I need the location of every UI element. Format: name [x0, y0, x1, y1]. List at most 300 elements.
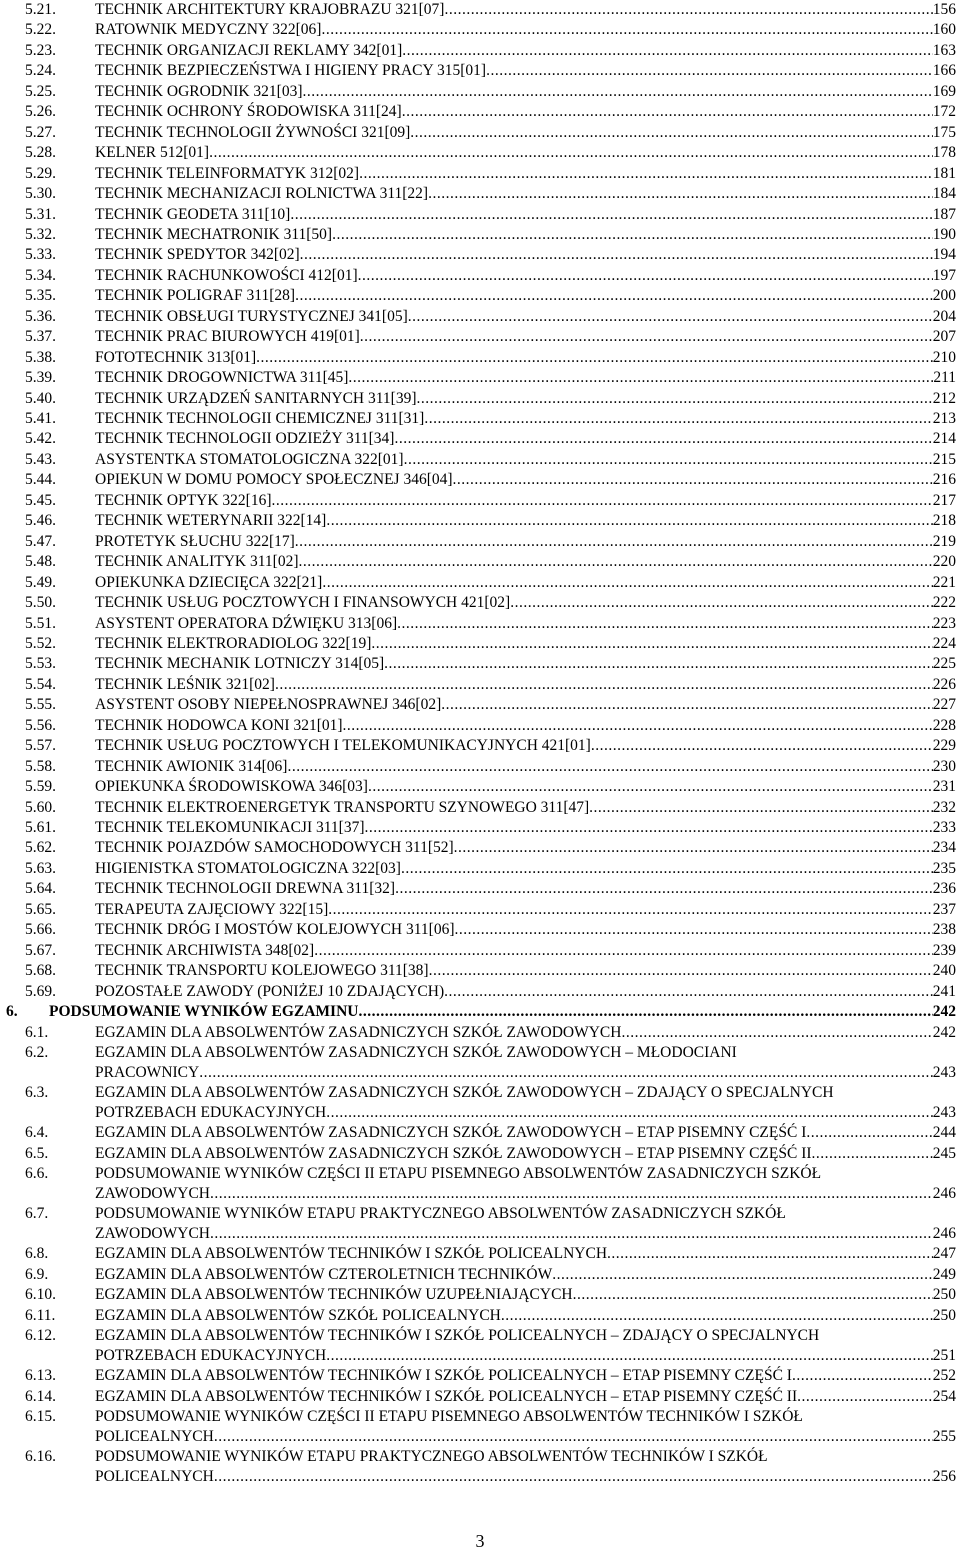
toc-entry-title-line: EGZAMIN DLA ABSOLWENTÓW TECHNIKÓW I SZKÓŁ POLICEALNYCH – ZDAJĄCY O SPECJALNYCH — [95, 1327, 820, 1345]
dot-leader — [359, 164, 933, 184]
toc-entry-page: 229 — [932, 737, 956, 755]
toc-entry[interactable] — [0, 1407, 960, 1447]
toc-entry[interactable] — [0, 143, 960, 163]
toc-entry[interactable] — [0, 675, 960, 695]
toc-entry-page: 160 — [932, 21, 956, 39]
toc-entry-title: TECHNIK MECHATRONIK 311[50] — [95, 225, 333, 243]
toc-entry-page: 228 — [932, 716, 956, 734]
toc-entry[interactable] — [0, 573, 960, 593]
toc-entry-title-line: PODSUMOWANIE WYNIKÓW ETAPU PRAKTYCZNEGO ABSOLWENTÓW TECHNIKÓW I SZKÓŁ — [95, 1448, 768, 1466]
toc-entry-title: TECHNIK POLIGRAF 311[28] — [95, 287, 296, 305]
toc-entry[interactable] — [0, 123, 960, 143]
toc-entry-page: 223 — [932, 614, 956, 632]
toc-entry-page: 218 — [932, 512, 956, 530]
toc-entry-number: 5.21. — [25, 1, 56, 18]
toc-entry[interactable] — [0, 266, 960, 286]
toc-entry-number: 5.43. — [25, 450, 56, 468]
dot-leader — [397, 614, 933, 634]
toc-entry-title: RATOWNIK MEDYCZNY 322[06] — [95, 21, 322, 39]
dot-leader — [303, 82, 933, 102]
toc-entry-title: TECHNIK ARCHITEKTURY KRAJOBRAZU 321[07] — [95, 1, 445, 18]
toc-entry-page: 156 — [932, 1, 956, 18]
toc-entry[interactable] — [0, 532, 960, 552]
toc-entry[interactable] — [0, 961, 960, 981]
toc-entry[interactable] — [0, 818, 960, 838]
toc-entry[interactable] — [0, 470, 960, 490]
toc-entry-number: 5.68. — [25, 962, 56, 980]
toc-entry-title: TECHNIK POJAZDÓW SAMOCHODOWYCH 311[52] — [95, 839, 454, 857]
toc-entry-number: 6.16. — [25, 1448, 56, 1466]
toc-entry[interactable] — [0, 164, 960, 184]
toc-entry-page: 252 — [932, 1367, 956, 1385]
toc-entry-page: 219 — [932, 532, 956, 550]
toc-entry-page: 227 — [932, 696, 956, 714]
toc-entry-title: TECHNIK WETERYNARII 322[14] — [95, 512, 327, 530]
dot-leader — [210, 1184, 933, 1204]
toc-entry-number: 5.23. — [25, 41, 56, 59]
toc-entry-title: TECHNIK DROGOWNICTWA 311[45] — [95, 369, 349, 387]
toc-entry-number: 6.15. — [25, 1408, 56, 1426]
toc-entry[interactable] — [0, 982, 960, 1002]
toc-entry-number: 6.11. — [25, 1306, 56, 1324]
toc-entry-number: 5.36. — [25, 307, 56, 325]
toc-entry-page: 207 — [932, 328, 956, 346]
toc-entry[interactable] — [0, 879, 960, 899]
toc-entry-title: EGZAMIN DLA ABSOLWENTÓW ZASADNICZYCH SZKÓŁ ZAWODOWYCH – ETAP PISEMNY CZĘŚĆ I — [95, 1124, 807, 1142]
toc-entry-number: 5.48. — [25, 553, 56, 571]
toc-entry-title: TECHNIK PRAC BIUROWYCH 419[01] — [95, 328, 360, 346]
toc-entry-page: 194 — [932, 246, 956, 264]
toc-entry-page: 224 — [932, 634, 956, 652]
toc-entry-number: 5.29. — [25, 164, 56, 182]
dot-leader — [199, 1063, 933, 1083]
toc-entry-page: 255 — [932, 1428, 956, 1446]
toc-entry-title: TERAPEUTA ZAJĘCIOWY 322[15] — [95, 900, 329, 918]
toc-entry-page: 215 — [932, 450, 956, 468]
toc-entry-number: 5.32. — [25, 225, 56, 243]
toc-entry[interactable] — [0, 695, 960, 715]
toc-entry-title: TECHNIK ANALITYK 311[02] — [95, 553, 299, 571]
toc-entry-number: 5.40. — [25, 389, 56, 407]
dot-leader — [332, 225, 933, 245]
dot-leader — [417, 389, 933, 409]
dot-leader — [410, 123, 932, 143]
toc-entry-page: 200 — [932, 287, 956, 305]
toc-entry-title: OPIEKUNKA DZIECIĘCA 322[21] — [95, 573, 323, 591]
dot-leader — [589, 798, 933, 818]
dot-leader — [343, 716, 933, 736]
toc-entry[interactable] — [0, 1387, 960, 1407]
toc-entry-page: 197 — [932, 266, 956, 284]
toc-entry-title: TECHNIK ELEKTROENERGETYK TRANSPORTU SZYNOWEGO 311[47] — [95, 798, 590, 816]
toc-entry[interactable] — [0, 450, 960, 470]
toc-entry-page: 210 — [932, 348, 956, 366]
toc-entry-number: 5.35. — [25, 287, 56, 305]
toc-entry-number: 5.59. — [25, 778, 56, 796]
toc-entry-number: 6. — [6, 1003, 18, 1021]
toc-entry-page: 175 — [932, 123, 956, 141]
toc-entry-number: 5.67. — [25, 941, 56, 959]
toc-entry-page: 236 — [932, 880, 956, 898]
toc-entry[interactable] — [0, 1366, 960, 1386]
toc-entry-title: TECHNIK SPEDYTOR 342[02] — [95, 246, 300, 264]
toc-entry[interactable] — [0, 491, 960, 511]
toc-entry-number: 6.12. — [25, 1327, 56, 1345]
toc-entry-number: 5.28. — [25, 144, 56, 162]
toc-entry-number: 5.39. — [25, 369, 56, 387]
toc-entry-page: 181 — [932, 164, 956, 182]
toc-entry[interactable] — [0, 900, 960, 920]
toc-entry[interactable] — [0, 1144, 960, 1164]
toc-entry[interactable] — [0, 941, 960, 961]
toc-entry-page: 178 — [932, 144, 956, 162]
dot-leader — [428, 184, 933, 204]
dot-leader — [300, 245, 933, 265]
toc-entry[interactable] — [0, 511, 960, 531]
toc-entry-number: 5.57. — [25, 737, 56, 755]
toc-entry[interactable] — [0, 654, 960, 674]
dot-leader — [256, 348, 933, 368]
toc-entry-page: 245 — [932, 1144, 956, 1162]
toc-entry-page: 250 — [932, 1306, 956, 1324]
toc-entry[interactable] — [0, 736, 960, 756]
toc-entry-title: EGZAMIN DLA ABSOLWENTÓW CZTEROLETNICH TECHNIKÓW — [95, 1265, 553, 1283]
toc-entry[interactable] — [0, 1204, 960, 1244]
toc-entry[interactable] — [0, 409, 960, 429]
toc-entry-title: TECHNIK TECHNOLOGII ODZIEŻY 311[34] — [95, 430, 395, 448]
dot-leader — [424, 409, 932, 429]
dot-leader — [454, 920, 932, 940]
toc-entry-page: 213 — [932, 410, 956, 427]
toc-entry-title: TECHNIK OPTYK 322[16] — [95, 491, 272, 509]
toc-entry-page: 240 — [932, 962, 956, 980]
toc-entry-number: 5.30. — [25, 185, 56, 203]
toc-entry-number: 5.45. — [25, 491, 56, 509]
dot-leader — [358, 266, 933, 286]
toc-entry-title: TECHNIK RACHUNKOWOŚCI 412[01] — [95, 266, 358, 284]
toc-entry-number: 5.54. — [25, 675, 56, 693]
toc-entry[interactable] — [0, 61, 960, 81]
dot-leader — [402, 41, 933, 61]
toc-entry[interactable] — [0, 1164, 960, 1204]
toc-entry-page: 231 — [932, 778, 956, 796]
toc-entry-page: 251 — [932, 1347, 956, 1365]
toc-entry-page: 212 — [932, 389, 956, 407]
toc-entry[interactable] — [0, 757, 960, 777]
toc-entry-number: 5.69. — [25, 982, 56, 1000]
toc-entry-number: 5.58. — [25, 757, 56, 775]
toc-entry-number: 6.5. — [25, 1144, 49, 1162]
toc-entry-page: 235 — [932, 859, 956, 877]
toc-entry-number: 5.49. — [25, 573, 56, 591]
toc-entry-page: 241 — [932, 982, 956, 1000]
dot-leader — [360, 327, 933, 347]
dot-leader — [812, 1144, 933, 1164]
toc-chapter-entry[interactable] — [0, 1002, 960, 1022]
toc-entry-page: 204 — [932, 307, 956, 325]
toc-entry-number: 6.13. — [25, 1367, 56, 1385]
dot-leader — [295, 532, 933, 552]
toc-entry-page: 234 — [932, 839, 956, 857]
dot-leader — [395, 879, 933, 899]
toc-entry-title: TECHNIK MECHANIK LOTNICZY 314[05] — [95, 655, 385, 673]
toc-entry-title: TECHNIK USŁUG POCZTOWYCH I TELEKOMUNIKACYJNYCH 421[01] — [95, 737, 591, 755]
toc-entry-number: 5.51. — [25, 614, 56, 632]
toc-entry-page: 225 — [932, 655, 956, 673]
toc-entry[interactable] — [0, 348, 960, 368]
dot-leader — [402, 102, 933, 122]
toc-entry-number: 6.10. — [25, 1286, 56, 1304]
toc-entry-title: TECHNIK OBSŁUGI TURYSTYCZNEJ 341[05] — [95, 307, 408, 325]
toc-entry-page: 237 — [932, 900, 956, 918]
dot-leader — [368, 777, 933, 797]
toc-entry-title: TECHNIK TECHNOLOGII CHEMICZNEJ 311[31] — [95, 410, 425, 427]
toc-entry-title: EGZAMIN DLA ABSOLWENTÓW ZASADNICZYCH SZKÓŁ ZAWODOWYCH – ETAP PISEMNY CZĘŚĆ II — [95, 1144, 812, 1162]
toc-entry[interactable] — [0, 920, 960, 940]
toc-entry-title: TECHNIK OCHRONY ŚRODOWISKA 311[24] — [95, 103, 402, 121]
toc-entry[interactable] — [0, 102, 960, 122]
toc-entry[interactable] — [0, 716, 960, 736]
dot-leader — [429, 961, 933, 981]
toc-entry-number: 5.64. — [25, 880, 56, 898]
toc-entry-title-line: EGZAMIN DLA ABSOLWENTÓW ZASADNICZYCH SZKÓŁ ZAWODOWYCH – MŁODOCIANI — [95, 1044, 737, 1062]
toc-entry-number: 6.7. — [25, 1205, 49, 1223]
toc-entry-title: TECHNIK USŁUG POCZTOWYCH I FINANSOWYCH 421[02] — [95, 594, 511, 612]
toc-entry-title: ASYSTENT OPERATORA DŹWIĘKU 313[06] — [95, 614, 398, 632]
toc-entry-title: TECHNIK URZĄDZEŃ SANITARNYCH 311[39] — [95, 389, 417, 407]
toc-entry-number: 5.31. — [25, 205, 56, 223]
toc-entry-number: 5.61. — [25, 819, 56, 836]
toc-entry-title: POTRZEBACH EDUKACYJNYCH — [95, 1347, 327, 1365]
toc-entry[interactable] — [0, 634, 960, 654]
dot-leader — [326, 1103, 933, 1123]
toc-entry-page: 184 — [932, 185, 956, 203]
toc-entry-number: 6.9. — [25, 1265, 49, 1283]
toc-entry[interactable] — [0, 1083, 960, 1123]
toc-entry-title: TECHNIK MECHANIZACJI ROLNICTWA 311[22] — [95, 185, 429, 203]
toc-entry-number: 5.47. — [25, 532, 56, 550]
dot-leader — [384, 654, 933, 674]
toc-entry-title: ASYSTENTKA STOMATOLOGICZNA 322[01] — [95, 450, 404, 468]
toc-entry-number: 5.33. — [25, 246, 56, 264]
toc-entry-number: 5.42. — [25, 430, 56, 448]
dot-leader — [408, 307, 933, 327]
toc-entry-page: 233 — [932, 819, 956, 836]
toc-entry-title: TECHNIK GEODETA 311[10] — [95, 205, 291, 223]
toc-entry[interactable] — [0, 777, 960, 797]
dot-leader — [275, 675, 933, 695]
toc-entry-title: EGZAMIN DLA ABSOLWENTÓW ZASADNICZYCH SZKÓŁ ZAWODOWYCH — [95, 1024, 622, 1041]
toc-entry-page: 250 — [932, 1286, 956, 1304]
toc-entry[interactable] — [0, 1123, 960, 1143]
toc-entry-title: ZAWODOWYCH — [95, 1225, 210, 1243]
toc-entry-number: 5.25. — [25, 82, 56, 100]
toc-entry[interactable] — [0, 614, 960, 634]
toc-entry[interactable] — [0, 184, 960, 204]
toc-entry-page: 172 — [932, 103, 956, 121]
dot-leader — [404, 450, 933, 470]
toc-entry[interactable] — [0, 429, 960, 449]
dot-leader — [510, 593, 933, 613]
toc-entry-page: 166 — [932, 62, 956, 80]
toc-entry[interactable] — [0, 593, 960, 613]
toc-entry-number: 5.22. — [25, 21, 56, 39]
toc-entry-title: EGZAMIN DLA ABSOLWENTÓW TECHNIKÓW I SZKÓŁ POLICEALNYCH – ETAP PISEMNY CZĘŚĆ I — [95, 1367, 792, 1385]
toc-entry-number: 5.65. — [25, 900, 56, 918]
toc-entry-page: 221 — [932, 573, 956, 591]
toc-entry-page: 163 — [932, 41, 956, 59]
toc-entry-number: 5.56. — [25, 716, 56, 734]
toc-entry[interactable] — [0, 82, 960, 102]
toc-entry-title: TECHNIK ORGANIZACJI REKLAMY 342[01] — [95, 41, 403, 59]
dot-leader — [314, 941, 933, 961]
toc-entry-page: 211 — [933, 369, 956, 387]
toc-entry[interactable] — [0, 1244, 960, 1264]
toc-entry[interactable] — [0, 859, 960, 879]
toc-entry-title: EGZAMIN DLA ABSOLWENTÓW TECHNIKÓW I SZKÓŁ POLICEALNYCH — [95, 1245, 608, 1263]
dot-leader — [326, 1346, 933, 1366]
toc-entry-title: POLICEALNYCH — [95, 1428, 214, 1446]
toc-entry[interactable] — [0, 20, 960, 40]
toc-entry-title: PRACOWNICY — [95, 1064, 200, 1082]
toc-entry-title-line: PODSUMOWANIE WYNIKÓW CZĘŚCI II ETAPU PISEMNEGO ABSOLWENTÓW TECHNIKÓW I SZKÓŁ — [95, 1408, 803, 1426]
toc-entry-number: 6.4. — [25, 1124, 49, 1142]
dot-leader — [365, 818, 933, 838]
toc-entry-number: 6.1. — [25, 1024, 49, 1041]
toc-entry-number: 5.34. — [25, 266, 56, 284]
toc-entry-number: 5.63. — [25, 859, 56, 877]
dot-leader — [607, 1244, 933, 1264]
toc-entry-number: 6.14. — [25, 1387, 56, 1405]
dot-leader — [322, 573, 932, 593]
toc-entry[interactable] — [0, 245, 960, 265]
toc-entry-title: TECHNIK BEZPIECZEŃSTWA I HIGIENY PRACY 315[01] — [95, 62, 487, 80]
toc-entry[interactable] — [0, 389, 960, 409]
dot-leader — [591, 736, 933, 756]
toc-entry-title: TECHNIK TELEINFORMATYK 312[02] — [95, 164, 360, 182]
toc-entry[interactable] — [0, 307, 960, 327]
toc-entry[interactable] — [0, 1265, 960, 1285]
toc-entry-page: 214 — [932, 430, 956, 448]
toc-entry[interactable] — [0, 41, 960, 61]
toc-entry-number: 5.60. — [25, 798, 56, 816]
toc-entry-number: 6.2. — [25, 1044, 49, 1062]
toc-entry-title: TECHNIK HODOWCA KONI 321[01] — [95, 716, 343, 734]
dot-leader — [328, 900, 933, 920]
toc-entry-title: FOTOTECHNIK 313[01] — [95, 348, 257, 366]
dot-leader — [486, 61, 933, 81]
dot-leader — [552, 1265, 933, 1285]
toc-entry-title: EGZAMIN DLA ABSOLWENTÓW TECHNIKÓW UZUPEŁNIAJĄCYCH — [95, 1286, 573, 1304]
toc-entry-page: 222 — [932, 594, 956, 612]
toc-entry-page: 242 — [932, 1003, 956, 1021]
toc-entry[interactable] — [0, 286, 960, 306]
toc-entry-title-line: PODSUMOWANIE WYNIKÓW CZĘŚCI II ETAPU PISEMNEGO ABSOLWENTÓW ZASADNICZYCH SZKÓŁ — [95, 1165, 822, 1183]
toc-entry[interactable] — [0, 798, 960, 818]
toc-entry-page: 239 — [932, 941, 956, 959]
toc-entry-title: PROTETYK SŁUCHU 322[17] — [95, 532, 295, 550]
toc-entry-number: 6.8. — [25, 1245, 49, 1263]
toc-entry[interactable] — [0, 1285, 960, 1305]
toc-entry-title: TECHNIK DRÓG I MOSTÓW KOLEJOWYCH 311[06] — [95, 921, 455, 939]
toc-entry[interactable] — [0, 368, 960, 388]
dot-leader — [295, 286, 933, 306]
toc-entry-title-line: PODSUMOWANIE WYNIKÓW ETAPU PRAKTYCZNEGO ABSOLWENTÓW ZASADNICZYCH SZKÓŁ — [95, 1205, 786, 1223]
toc-entry[interactable] — [0, 1023, 960, 1043]
dot-leader — [441, 695, 933, 715]
dot-leader — [444, 982, 933, 1002]
toc-entry-number: 5.50. — [25, 594, 56, 612]
toc-entry-page: 187 — [932, 205, 956, 223]
dot-leader — [453, 470, 933, 490]
dot-leader — [792, 1366, 933, 1386]
dot-leader — [214, 1467, 933, 1487]
toc-entry[interactable] — [0, 327, 960, 347]
toc-entry-page: 232 — [932, 798, 956, 816]
toc-entry-page: 244 — [932, 1124, 956, 1142]
toc-entry[interactable] — [0, 1043, 960, 1083]
toc-entry[interactable] — [0, 225, 960, 245]
dot-leader — [209, 143, 933, 163]
toc-entry-number: 5.53. — [25, 655, 56, 673]
toc-entry-page: 254 — [932, 1387, 956, 1405]
toc-entry-number: 5.27. — [25, 123, 56, 141]
toc-entry-title: TECHNIK TRANSPORTU KOLEJOWEGO 311[38] — [95, 962, 429, 980]
toc-entry-page: 217 — [932, 491, 956, 509]
toc-entry-title: OPIEKUNKA ŚRODOWISKOWA 346[03] — [95, 778, 368, 796]
toc-entry[interactable] — [0, 1326, 960, 1366]
dot-leader — [287, 757, 932, 777]
dot-leader — [214, 1427, 933, 1447]
toc-entry-page: 242 — [932, 1024, 956, 1041]
toc-entry-title: TECHNIK OGRODNIK 321[03] — [95, 82, 303, 100]
toc-entry-title: EGZAMIN DLA ABSOLWENTÓW SZKÓŁ POLICEALNYCH — [95, 1306, 501, 1324]
toc-entry-title: POZOSTAŁE ZAWODY (PONIŻEJ 10 ZDAJĄCYCH) — [95, 982, 445, 1000]
toc-entry-title: KELNER 512[01] — [95, 144, 210, 162]
toc-entry-title: HIGIENISTKA STOMATOLOGICZNA 322[03] — [95, 859, 401, 877]
toc-entry-title: ASYSTENT OSOBY NIEPEŁNOSPRAWNEJ 346[02] — [95, 696, 442, 714]
toc-entry-title: EGZAMIN DLA ABSOLWENTÓW TECHNIKÓW I SZKÓŁ POLICEALNYCH – ETAP PISEMNY CZĘŚĆ II — [95, 1387, 798, 1405]
toc-entry-page: 249 — [932, 1265, 956, 1283]
toc-entry-title: TECHNIK LEŚNIK 321[02] — [95, 675, 275, 693]
toc-entry-number: 5.26. — [25, 103, 56, 121]
toc-entry-page: 243 — [932, 1104, 956, 1122]
toc-entry-title: POLICEALNYCH — [95, 1468, 214, 1486]
toc-entry[interactable] — [0, 205, 960, 225]
toc-entry[interactable] — [0, 0, 960, 20]
dot-leader — [358, 1002, 932, 1022]
toc-entry[interactable] — [0, 838, 960, 858]
dot-leader — [806, 1123, 932, 1143]
toc-entry-number: 6.6. — [25, 1165, 49, 1183]
toc-entry-page: 246 — [932, 1185, 956, 1203]
toc-entry-title: TECHNIK TECHNOLOGII ŻYWNOŚCI 321[09] — [95, 123, 411, 141]
toc-entry-page: 226 — [932, 675, 956, 693]
toc-entry-page: 230 — [932, 757, 956, 775]
toc-entry-page: 246 — [932, 1225, 956, 1243]
toc-entry-title: POTRZEBACH EDUKACYJNYCH — [95, 1104, 327, 1122]
toc-entry-number: 6.3. — [25, 1084, 49, 1102]
toc-entry[interactable] — [0, 552, 960, 572]
toc-entry-number: 5.46. — [25, 512, 56, 530]
toc-entry[interactable] — [0, 1306, 960, 1326]
dot-leader — [797, 1387, 933, 1407]
toc-entry-number: 5.24. — [25, 62, 56, 80]
toc-entry-title: TECHNIK TECHNOLOGII DREWNA 311[32] — [95, 880, 396, 898]
toc-entry[interactable] — [0, 1447, 960, 1487]
toc-entry-page: 190 — [932, 225, 956, 243]
toc-entry-number: 5.55. — [25, 696, 56, 714]
